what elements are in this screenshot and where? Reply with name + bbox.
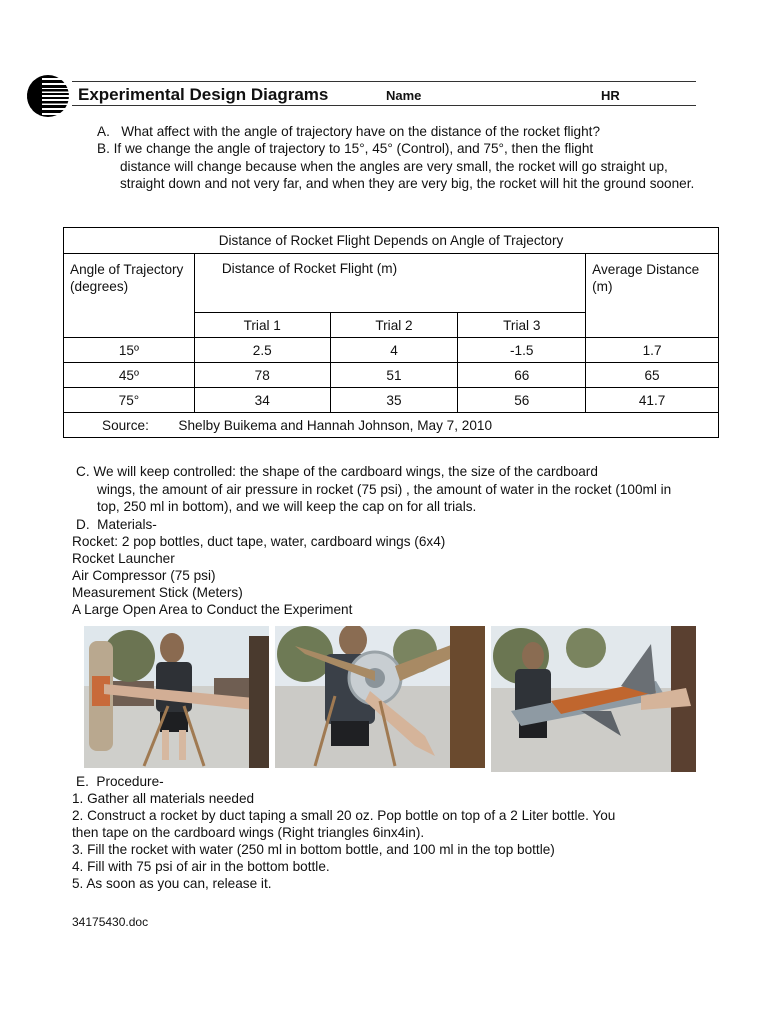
hr-label: HR xyxy=(601,88,620,103)
trial-header: Trial 2 xyxy=(330,313,458,338)
procedure-list xyxy=(72,790,615,892)
table-row xyxy=(64,338,719,363)
photo-rocket-launch-3 xyxy=(491,626,696,772)
trial1-cell: 34 xyxy=(194,388,330,413)
controlled-c-line1: We will keep controlled: the shape of the cardboard wings, the size of the cardboard xyxy=(93,464,598,479)
list-item: 4. Fill with 75 psi of air in the bottom bottle. xyxy=(72,859,330,874)
trial1-cell: 78 xyxy=(194,363,330,388)
list-item: 3. Fill the rocket with water (250 ml in bottom bottle, and 100 ml in the top bottle) xyxy=(72,842,555,857)
list-item: 5. As soon as you can, release it. xyxy=(72,876,272,891)
angle-cell: 75° xyxy=(64,388,195,413)
source-row xyxy=(64,413,719,438)
materials-d-text: Materials- xyxy=(97,517,157,532)
procedure-heading xyxy=(76,773,164,790)
list-item: 1. Gather all materials needed xyxy=(72,791,255,806)
question-a xyxy=(97,123,697,141)
list-item: Measurement Stick (Meters) xyxy=(72,585,243,600)
table-row xyxy=(64,363,719,388)
source-label: Source: xyxy=(102,417,149,433)
trial-header: Trial 3 xyxy=(458,313,586,338)
question-a-text: What affect with the angle of trajectory have on the distance of the rocket flight? xyxy=(121,124,601,139)
list-item: then tape on the cardboard wings (Right triangles 6inx4in). xyxy=(72,825,425,840)
materials-d-label: D. xyxy=(76,517,90,532)
photo-rocket-launch-1 xyxy=(84,626,269,768)
average-cell: 65 xyxy=(586,363,719,388)
controlled-variables-c xyxy=(76,463,706,516)
list-item: A Large Open Area to Conduct the Experiment xyxy=(72,602,353,617)
hypothesis-b-label: B. xyxy=(97,141,110,156)
controlled-c-label: C. xyxy=(76,464,90,479)
trial3-cell: 66 xyxy=(458,363,586,388)
trial2-cell: 51 xyxy=(330,363,458,388)
trial2-cell: 4 xyxy=(330,338,458,363)
materials-list xyxy=(72,533,445,618)
name-label: Name xyxy=(386,88,422,103)
trial1-cell: 2.5 xyxy=(194,338,330,363)
photo-rocket-launch-2 xyxy=(275,626,485,768)
list-item: Rocket Launcher xyxy=(72,551,175,566)
controlled-c-rest: wings, the amount of air pressure in rocket (75 psi) , the amount of water in the rocket (100ml in top, 250 ml in bottom), and we will keep the cap on for all trials. xyxy=(97,481,672,514)
table-row xyxy=(64,388,719,413)
list-item: 2. Construct a rocket by duct taping a small 20 oz. Pop bottle on top of a 2 Liter bottle. You xyxy=(72,808,616,823)
procedure-e-label: E. xyxy=(76,774,89,789)
trial-header: Trial 1 xyxy=(194,313,330,338)
source-text: Shelby Buikema and Hannah Johnson, May 7, 2010 xyxy=(178,417,493,433)
document-filename: 34175430.doc xyxy=(72,915,149,929)
trial3-cell: -1.5 xyxy=(458,338,586,363)
header-top-rule xyxy=(72,81,696,82)
angle-cell: 15º xyxy=(64,338,195,363)
iv-header: Angle of Trajectory (degrees) xyxy=(64,254,195,338)
striped-sphere-logo xyxy=(26,74,70,118)
table-caption: Distance of Rocket Flight Depends on Angle of Trajectory xyxy=(64,228,719,254)
hypothesis-b-line1: If we change the angle of trajectory to 15°, 45° (Control), and 75°, then the flight xyxy=(113,141,594,156)
question-a-label: A. xyxy=(97,124,110,139)
average-cell: 41.7 xyxy=(586,388,719,413)
page-title: Experimental Design Diagrams xyxy=(78,85,329,104)
average-cell: 1.7 xyxy=(586,338,719,363)
dv-header: Distance of Rocket Flight (m) xyxy=(194,254,585,313)
hypothesis-b xyxy=(97,140,697,193)
header-bottom-rule xyxy=(72,105,696,106)
list-item: Air Compressor (75 psi) xyxy=(72,568,216,583)
angle-cell: 45º xyxy=(64,363,195,388)
hypothesis-b-rest: distance will change because when the angles are very small, the rocket will go straight up, straight down and not very far, and when they are very big, the rocket will hit the ground sooner. xyxy=(120,158,695,191)
trial3-cell: 56 xyxy=(458,388,586,413)
list-item: Rocket: 2 pop bottles, duct tape, water, cardboard wings (6x4) xyxy=(72,534,446,549)
trial2-cell: 35 xyxy=(330,388,458,413)
data-table xyxy=(63,227,719,438)
average-header: Average Distance (m) xyxy=(586,254,719,338)
materials-heading xyxy=(76,516,157,533)
procedure-e-text: Procedure- xyxy=(96,774,164,789)
